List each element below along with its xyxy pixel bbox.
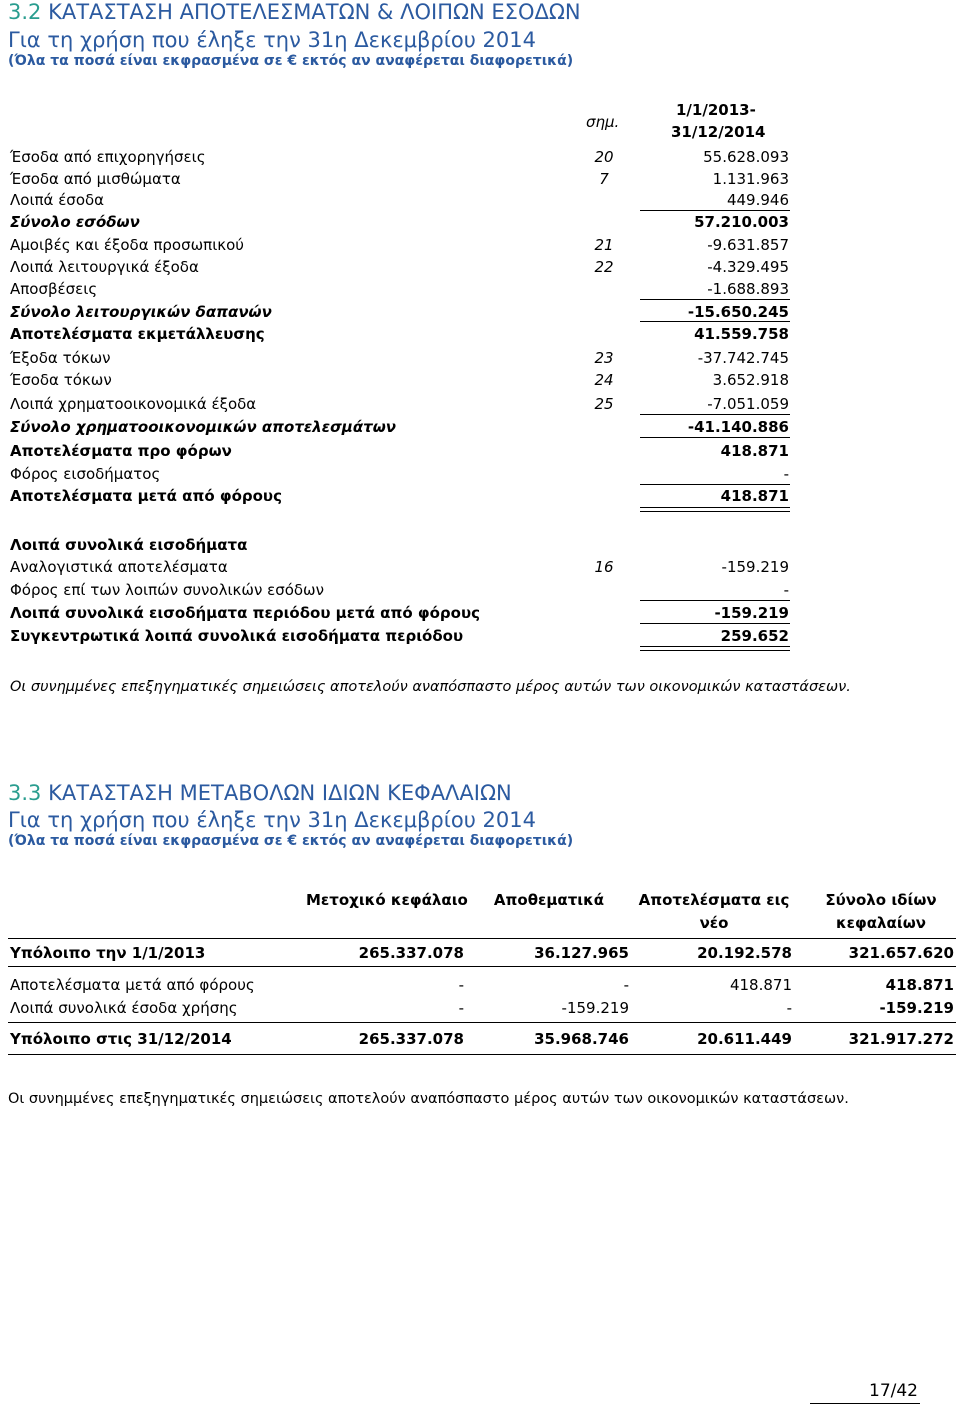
- row-note: 21: [594, 236, 614, 254]
- page-number-rule: [810, 1403, 920, 1404]
- row-note: 16: [594, 558, 614, 576]
- total-double-rule: [640, 507, 790, 512]
- row-note: 24: [594, 371, 614, 389]
- row-label: Λοιπά χρηματοοικονομικά έξοδα: [10, 395, 257, 413]
- row-value: -7.051.059: [707, 395, 789, 413]
- col-header-total-equity-1: Σύνολο ιδίων: [825, 891, 937, 909]
- cell-total: -159.219: [879, 999, 954, 1017]
- cell-share-capital: -: [458, 976, 464, 994]
- income-statement-currency-note: (Όλα τα ποσά είναι εκφρασμένα σε € εκτός αν αναφέρεται διαφορετικά): [8, 53, 574, 69]
- row-label: Αποτελέσματα εκμετάλλευσης: [10, 325, 265, 343]
- row-value: -37.742.745: [697, 349, 789, 367]
- row-label: Έξοδα τόκων: [10, 349, 111, 367]
- cell-total: 321.657.620: [848, 944, 954, 962]
- equity-footnote: Οι συνημμένες επεξηγηματικές σημειώσεις αποτελούν αναπόσπαστο μέρος αυτών των οικονομικών καταστάσεων.: [8, 1091, 849, 1107]
- row-value: 57.210.003: [694, 213, 789, 231]
- row-label: Σύνολο εσόδων: [10, 213, 140, 231]
- cell-retained: -: [786, 999, 792, 1017]
- col-header-total-equity-2: κεφαλαίων: [836, 914, 926, 932]
- subtotal-rule: [640, 414, 790, 415]
- row-label: Συγκεντρωτικά λοιπά συνολικά εισοδήματα περιόδου: [10, 627, 464, 645]
- equity-statement-currency-note: (Όλα τα ποσά είναι εκφρασμένα σε € εκτός αν αναφέρεται διαφορετικά): [8, 833, 574, 849]
- subtotal-rule: [640, 321, 790, 322]
- row-note: 25: [594, 395, 614, 413]
- cell-reserves: -: [623, 976, 629, 994]
- row-label: Έσοδα από μισθώματα: [10, 170, 181, 188]
- row-label: Αποσβέσεις: [10, 280, 98, 298]
- row-value: -159.219: [721, 558, 789, 576]
- col-header-share-capital: Μετοχικό κεφάλαιο: [306, 891, 468, 909]
- row-note: 22: [594, 258, 614, 276]
- row-value: 418.871: [720, 442, 789, 460]
- row-value: 41.559.758: [694, 325, 789, 343]
- page-number: 17/42: [869, 1381, 918, 1401]
- section-number: 3.3: [8, 781, 42, 805]
- cell-retained: 20.611.449: [697, 1030, 792, 1048]
- subtotal-rule: [640, 484, 790, 485]
- row-value: -9.631.857: [707, 236, 789, 254]
- row-label: Αμοιβές και έξοδα προσωπικού: [10, 236, 244, 254]
- col-header-retained-2: νέο: [699, 914, 729, 932]
- row-label: Φόρος εισοδήματος: [10, 465, 161, 483]
- subtotal-rule: [640, 299, 790, 300]
- row-value: 259.652: [720, 627, 789, 645]
- col-header-retained-1: Αποτελέσματα εις: [638, 891, 790, 909]
- cell-reserves: 35.968.746: [534, 1030, 629, 1048]
- row-label: Αναλογιστικά αποτελέσματα: [10, 558, 228, 576]
- subtotal-rule: [640, 600, 790, 601]
- row-label: Λοιπά συνολικά εισοδήματα περιόδου μετά από φόρους: [10, 604, 480, 622]
- row-value: 1.131.963: [712, 170, 789, 188]
- row-value: 418.871: [720, 487, 789, 505]
- row-label: Υπόλοιπο την 1/1/2013: [10, 944, 206, 962]
- row-value: -: [783, 465, 789, 483]
- row-note: 20: [594, 148, 614, 166]
- row-rule: [8, 966, 956, 967]
- equity-statement-title: [8, 781, 512, 805]
- section-heading: Λοιπά συνολικά εισοδήματα: [10, 536, 248, 554]
- cell-share-capital: -: [458, 999, 464, 1017]
- income-statement-title: [8, 0, 581, 24]
- income-footnote: Οι συνημμένες επεξηγηματικές σημειώσεις αποτελούν αναπόσπαστο μέρος αυτών των οικονομικών καταστάσεων.: [10, 679, 851, 695]
- row-value: -159.219: [714, 604, 789, 622]
- row-value: -1.688.893: [707, 280, 789, 298]
- cell-reserves: -159.219: [561, 999, 629, 1017]
- row-label: Έσοδα από επιχορηγήσεις: [10, 148, 206, 166]
- row-note: 23: [594, 349, 614, 367]
- row-value: -: [783, 581, 789, 599]
- note-column-header: σημ.: [586, 113, 620, 131]
- subtotal-rule: [640, 437, 790, 438]
- cell-share-capital: 265.337.078: [358, 1030, 464, 1048]
- section-title-text: ΚΑΤΑΣΤΑΣΗ ΑΠΟΤΕΛΕΣΜΑΤΩΝ & ΛΟΙΠΩΝ ΕΣΟΔΩΝ: [48, 0, 581, 24]
- row-value: -41.140.886: [687, 418, 789, 436]
- row-label: Αποτελέσματα προ φόρων: [10, 442, 232, 460]
- col-header-reserves: Αποθεματικά: [493, 891, 605, 909]
- row-label: Υπόλοιπο στις 31/12/2014: [10, 1030, 232, 1048]
- row-label: Σύνολο χρηματοοικονομικών αποτελεσμάτων: [10, 418, 396, 436]
- section-number: 3.2: [8, 0, 42, 24]
- subtotal-rule: [640, 623, 790, 624]
- total-double-rule: [640, 646, 790, 651]
- equity-statement-subtitle: Για τη χρήση που έληξε την 31η Δεκεμβρίου 2014: [8, 808, 536, 832]
- row-label: Σύνολο λειτουργικών δαπανών: [10, 303, 272, 321]
- row-note: 7: [599, 170, 609, 188]
- row-label: Αποτελέσματα μετά από φόρους: [10, 976, 255, 994]
- subtotal-rule: [640, 210, 790, 211]
- row-label: Λοιπά λειτουργικά έξοδα: [10, 258, 199, 276]
- row-value: -4.329.495: [707, 258, 789, 276]
- cell-share-capital: 265.337.078: [358, 944, 464, 962]
- cell-reserves: 36.127.965: [534, 944, 629, 962]
- row-value: 55.628.093: [703, 148, 789, 166]
- row-label: Φόρος επί των λοιπών συνολικών εσόδων: [10, 581, 324, 599]
- row-value: 449.946: [726, 191, 789, 209]
- row-rule: [8, 1054, 956, 1055]
- row-label: Έσοδα τόκων: [10, 371, 112, 389]
- cell-retained: 20.192.578: [697, 944, 792, 962]
- row-value: -15.650.245: [687, 303, 789, 321]
- row-label: Λοιπά έσοδα: [10, 191, 105, 209]
- cell-total: 321.917.272: [848, 1030, 954, 1048]
- row-rule: [8, 1022, 956, 1023]
- period-header-line2: 31/12/2014: [671, 123, 766, 141]
- period-header-line1: 1/1/2013-: [676, 101, 756, 119]
- row-label: Λοιπά συνολικά έσοδα χρήσης: [10, 999, 238, 1017]
- section-title-text: ΚΑΤΑΣΤΑΣΗ ΜΕΤΑΒΟΛΩΝ ΙΔΙΩΝ ΚΕΦΑΛΑΙΩΝ: [48, 781, 512, 805]
- header-rule: [8, 938, 956, 939]
- cell-total: 418.871: [885, 976, 954, 994]
- row-label: Αποτελέσματα μετά από φόρους: [10, 487, 282, 505]
- cell-retained: 418.871: [729, 976, 792, 994]
- income-statement-subtitle: Για τη χρήση που έληξε την 31η Δεκεμβρίου 2014: [8, 28, 536, 52]
- row-value: 3.652.918: [712, 371, 789, 389]
